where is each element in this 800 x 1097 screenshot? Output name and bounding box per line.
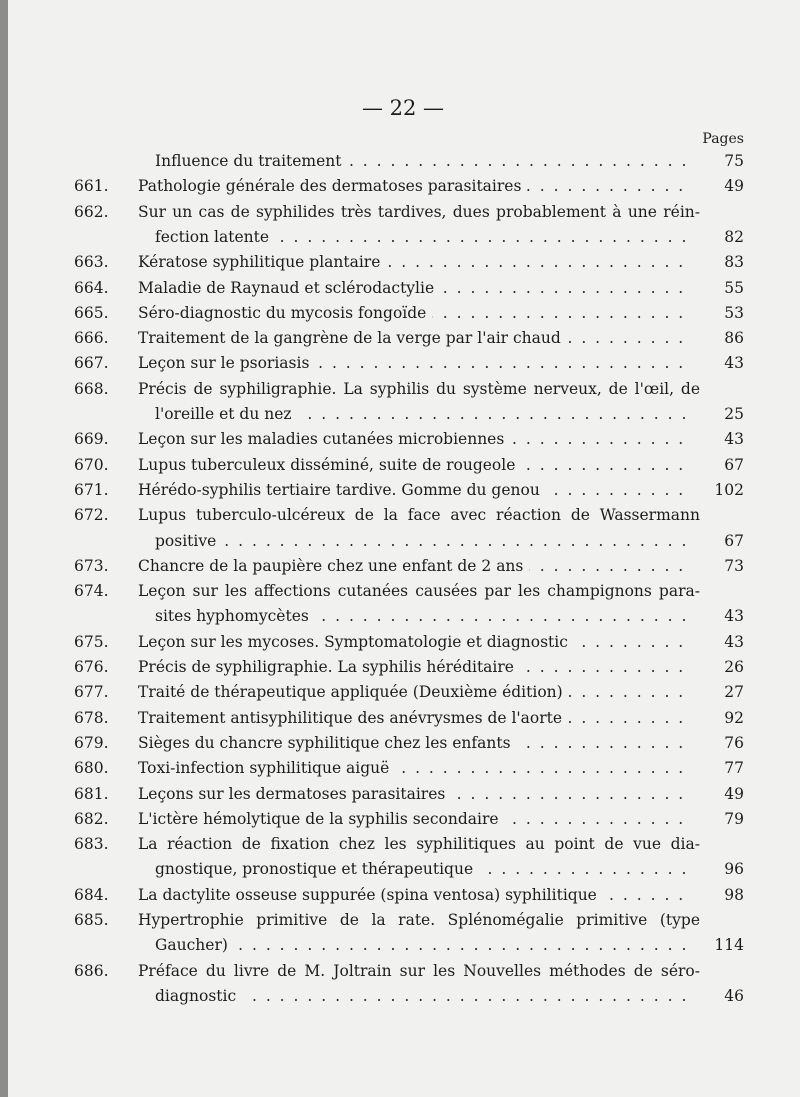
entry-page-number: 26 bbox=[724, 658, 744, 676]
toc-entry-line bbox=[8, 806, 800, 832]
entry-title-text: Kératose syphilitique plantaire bbox=[138, 253, 386, 271]
entry-number: 686. bbox=[74, 961, 109, 980]
entry-number: 685. bbox=[74, 911, 109, 929]
entry-title bbox=[138, 173, 690, 199]
entry-title bbox=[138, 452, 690, 478]
entry-page-number: 82 bbox=[724, 227, 744, 246]
entry-page-number: 27 bbox=[724, 683, 744, 702]
entry-page-number: 67 bbox=[724, 455, 744, 474]
entry-title bbox=[138, 806, 690, 832]
page-number: — 22 — bbox=[361, 96, 445, 120]
toc-entry-line bbox=[8, 730, 800, 756]
entry-page-number: 53 bbox=[724, 303, 744, 322]
entry-title-text: fection latente bbox=[155, 228, 275, 246]
entry-title bbox=[138, 249, 690, 275]
toc-entry-line bbox=[8, 199, 800, 225]
entry-page-number: 98 bbox=[724, 885, 744, 904]
entry-number: 682. bbox=[74, 809, 109, 828]
entry-number: 663. bbox=[74, 253, 109, 272]
entry-number: 665. bbox=[74, 303, 109, 322]
entry-title bbox=[155, 856, 690, 882]
entry-number: 667. bbox=[74, 354, 109, 373]
entry-title-text: Leçon sur le psoriasis bbox=[138, 354, 315, 372]
entry-title: Lupus tuberculo-ulcéreux de la face avec réaction de Wassermann bbox=[138, 506, 700, 525]
toc-entry-line bbox=[8, 781, 800, 807]
entry-page-number: 46 bbox=[724, 986, 744, 1005]
entry-number: 669. bbox=[74, 430, 109, 449]
toc-entry-line bbox=[8, 932, 800, 958]
entry-title bbox=[138, 730, 690, 756]
entry-title-text: gnostique, pronostique et thérapeutique bbox=[155, 860, 479, 878]
toc-entry-line bbox=[8, 528, 800, 554]
pages-column-label: Pages bbox=[702, 131, 744, 147]
entry-title bbox=[138, 350, 690, 376]
toc-entry-line bbox=[8, 907, 800, 933]
document-page bbox=[8, 0, 800, 1097]
toc-entry-line bbox=[8, 856, 800, 882]
entry-title-text: Leçon sur les maladies cutanées microbiennes bbox=[138, 430, 510, 448]
entry-page-number: 102 bbox=[714, 480, 744, 499]
toc-entry-line bbox=[8, 300, 800, 326]
entry-title bbox=[155, 983, 690, 1009]
entry-title-text: La dactylite osseuse suppurée (spina ventosa) syphilitique bbox=[138, 886, 603, 904]
toc-entry-line bbox=[8, 629, 800, 655]
entry-title-text: L'ictère hémolytique de la syphilis secondaire bbox=[138, 810, 505, 828]
entry-title bbox=[138, 275, 690, 301]
entry-page-number: 49 bbox=[724, 177, 744, 196]
entry-title bbox=[155, 224, 690, 250]
toc-entry-line bbox=[8, 983, 800, 1009]
entry-title bbox=[138, 629, 690, 655]
entry-number: 674. bbox=[74, 582, 109, 601]
entry-title: Préface du livre de M. Joltrain sur les Nouvelles méthodes de séro- bbox=[138, 961, 700, 980]
entry-number: 679. bbox=[74, 733, 109, 752]
toc-entry-line bbox=[8, 426, 800, 452]
entry-title: Sur un cas de syphilides très tardives, dues probablement à une réin- bbox=[138, 202, 700, 221]
entry-number: 681. bbox=[74, 784, 109, 803]
entry-number: 664. bbox=[74, 278, 109, 297]
toc-entry-line bbox=[8, 275, 800, 301]
toc-entry-line bbox=[8, 553, 800, 579]
entry-page-number: 67 bbox=[724, 531, 744, 550]
entry-page-number: 75 bbox=[724, 152, 744, 170]
entry-title: Précis de syphiligraphie. La syphilis du système nerveux, de l'œil, de bbox=[138, 379, 700, 398]
toc-entry-line bbox=[8, 173, 800, 199]
toc-entry-line bbox=[8, 654, 800, 680]
entry-title-text: Traité de thérapeutique appliquée (Deuxième édition) bbox=[138, 683, 569, 701]
entry-title bbox=[155, 148, 690, 174]
entry-page-number: 43 bbox=[724, 430, 744, 449]
entry-title bbox=[138, 477, 690, 503]
entry-number: 678. bbox=[74, 708, 109, 727]
entry-title-text: Maladie de Raynaud et sclérodactylie bbox=[138, 279, 440, 297]
entry-page-number: 92 bbox=[724, 708, 744, 727]
entry-page-number: 86 bbox=[724, 329, 744, 348]
entry-title-text: Chancre de la paupière chez une enfant de 2 ans bbox=[138, 557, 529, 575]
entry-title bbox=[138, 755, 690, 781]
entry-title-text: Lupus tuberculeux disséminé, suite de rougeole bbox=[138, 456, 521, 474]
entry-title bbox=[155, 603, 690, 629]
entry-page-number: 25 bbox=[724, 405, 744, 423]
entry-number: 668. bbox=[74, 379, 109, 398]
toc-entry-line bbox=[8, 882, 800, 908]
entry-title-text: Hérédo-syphilis tertiaire tardive. Gomme du genou bbox=[138, 481, 546, 499]
entry-number: 676. bbox=[74, 658, 109, 676]
entry-page-number: 73 bbox=[724, 556, 744, 575]
entry-page-number: 96 bbox=[724, 860, 744, 879]
entry-number: 661. bbox=[74, 177, 109, 196]
toc-entry-line bbox=[8, 224, 800, 250]
entry-title bbox=[138, 654, 690, 680]
entry-page-number: 79 bbox=[724, 809, 744, 828]
entry-title-text: Sièges du chancre syphilitique chez les enfants bbox=[138, 734, 517, 752]
entry-title-text: Traitement antisyphilitique des anévrysmes de l'aorte bbox=[138, 709, 568, 727]
entry-title bbox=[138, 882, 690, 908]
toc-entry-line bbox=[8, 325, 800, 351]
entry-number: 673. bbox=[74, 556, 109, 575]
entry-title-text: Influence du traitement bbox=[155, 152, 348, 170]
entry-number: 677. bbox=[74, 683, 109, 702]
entry-title-text: Gaucher) bbox=[155, 936, 234, 954]
entry-number: 670. bbox=[74, 455, 109, 474]
toc-entry-line bbox=[8, 477, 800, 503]
entry-page-number: 43 bbox=[724, 354, 744, 373]
entry-number: 666. bbox=[74, 329, 109, 348]
entry-title-text: Toxi-infection syphilitique aiguë bbox=[138, 759, 395, 777]
entry-title: La réaction de fixation chez les syphilitiques au point de vue dia- bbox=[138, 835, 700, 854]
entry-page-number: 55 bbox=[724, 278, 744, 297]
entry-title bbox=[155, 932, 690, 958]
toc-entry-line bbox=[8, 148, 800, 174]
entry-title-text: diagnostic bbox=[155, 987, 242, 1005]
entry-title-text: Leçons sur les dermatoses parasitaires bbox=[138, 785, 451, 803]
entry-title-text: positive bbox=[155, 532, 222, 550]
toc-entry-line bbox=[8, 958, 800, 984]
toc-entry-line bbox=[8, 755, 800, 781]
toc-entry-line bbox=[8, 452, 800, 478]
entry-title-text: Traitement de la gangrène de la verge par l'air chaud bbox=[138, 329, 567, 347]
entry-title-text: sites hyphomycètes bbox=[155, 607, 315, 625]
entry-title-text: Séro-diagnostic du mycosis fongoïde bbox=[138, 304, 432, 322]
entry-title bbox=[138, 679, 690, 705]
entry-title bbox=[138, 705, 690, 731]
entry-title: Leçon sur les affections cutanées causées par les champignons para- bbox=[138, 582, 700, 601]
toc-entry-line bbox=[8, 502, 800, 528]
entry-title-text: Pathologie générale des dermatoses parasitaires bbox=[138, 177, 527, 195]
entry-title bbox=[138, 553, 690, 579]
toc-entry-line bbox=[8, 578, 800, 604]
toc-entry-line bbox=[8, 603, 800, 629]
entry-title bbox=[155, 528, 690, 554]
entry-number: 683. bbox=[74, 835, 109, 854]
entry-title bbox=[138, 325, 690, 351]
entry-title bbox=[138, 781, 690, 807]
entry-page-number: 77 bbox=[724, 759, 744, 778]
entry-page-number: 76 bbox=[724, 733, 744, 752]
entry-page-number: 83 bbox=[724, 253, 744, 272]
entry-title bbox=[155, 401, 690, 427]
entry-title: Hypertrophie primitive de la rate. Splénomégalie primitive (type bbox=[138, 911, 700, 929]
toc-entry-line bbox=[8, 679, 800, 705]
toc-entry-line bbox=[8, 350, 800, 376]
entry-page-number: 43 bbox=[724, 632, 744, 651]
entry-title-text: l'oreille et du nez bbox=[155, 405, 298, 423]
entry-title-text: Leçon sur les mycoses. Symptomatologie et diagnostic bbox=[138, 633, 574, 651]
toc-entry-line bbox=[8, 401, 800, 427]
toc-entry-line bbox=[8, 249, 800, 275]
toc-entry-line bbox=[8, 831, 800, 857]
entry-title bbox=[138, 300, 690, 326]
toc-entry-line bbox=[8, 376, 800, 402]
entry-number: 662. bbox=[74, 202, 109, 221]
entry-number: 675. bbox=[74, 632, 109, 651]
toc-entry-line bbox=[8, 705, 800, 731]
entry-page-number: 114 bbox=[714, 936, 744, 955]
entry-title bbox=[138, 426, 690, 452]
entry-title-text: Précis de syphiligraphie. La syphilis héréditaire bbox=[138, 658, 520, 676]
entry-number: 671. bbox=[74, 480, 109, 499]
entry-number: 684. bbox=[74, 885, 109, 904]
entry-number: 672. bbox=[74, 506, 109, 525]
entry-page-number: 43 bbox=[724, 607, 744, 626]
entry-page-number: 49 bbox=[724, 784, 744, 803]
entry-number: 680. bbox=[74, 759, 109, 778]
